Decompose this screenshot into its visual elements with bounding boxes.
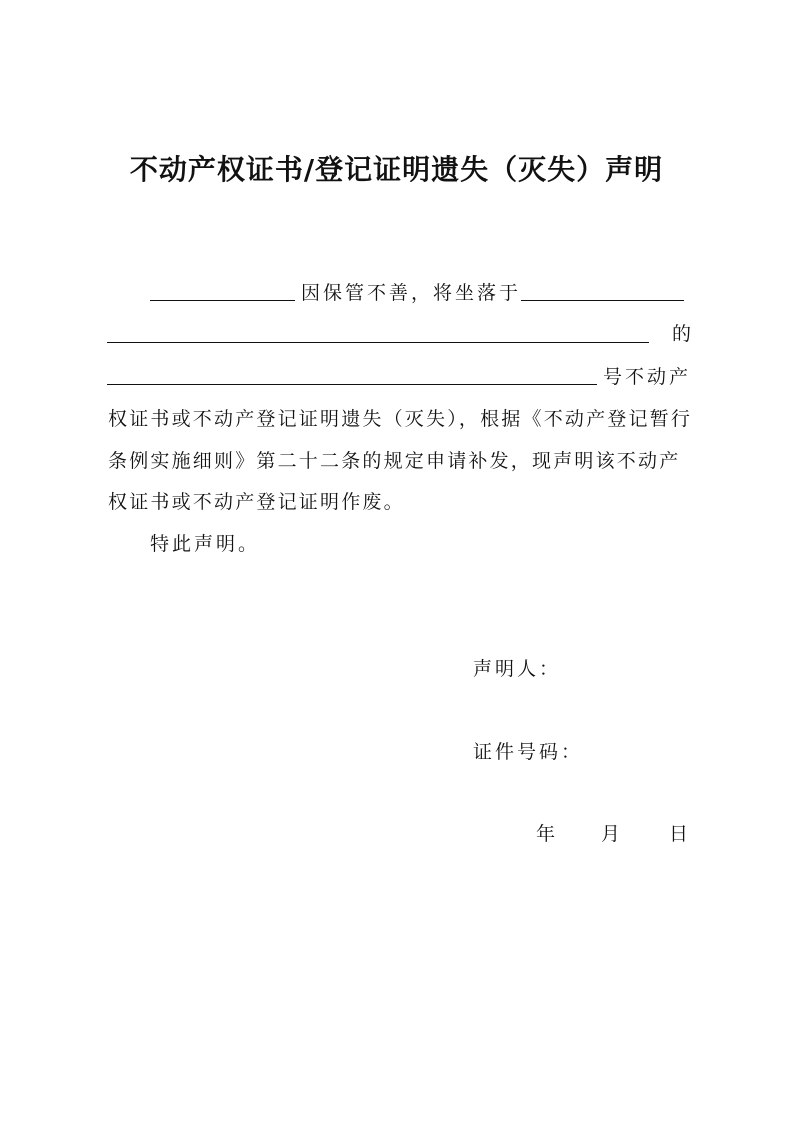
document-title: 不动产权证书/登记证明遗失（灭失）声明	[129, 153, 664, 186]
para1-line4: 权证书或不动产登记证明遗失（灭失），根据《不动产登记暂行	[108, 408, 693, 430]
para1-line5: 条例实施细则》第二十二条的规定申请补发，现声明该不动产	[108, 450, 681, 472]
date-month: 月	[601, 823, 624, 845]
para1-text2: 的	[672, 323, 695, 345]
certificate-number-blank[interactable]	[107, 384, 597, 385]
para1-text1: 因保管不善，将坐落于	[301, 282, 522, 304]
declarant-label: 声明人：	[473, 658, 562, 680]
owner-name-blank[interactable]	[150, 300, 295, 301]
location-blank-2[interactable]	[107, 342, 649, 343]
id-number-label: 证件号码：	[473, 741, 584, 763]
location-blank-1[interactable]	[521, 300, 684, 301]
date-day: 日	[669, 823, 692, 845]
para1-text3: 号不动产	[603, 366, 692, 388]
para1-line6: 权证书或不动产登记证明作废。	[108, 491, 405, 513]
para2-text: 特此声明。	[150, 533, 261, 555]
date-year: 年	[536, 823, 559, 845]
